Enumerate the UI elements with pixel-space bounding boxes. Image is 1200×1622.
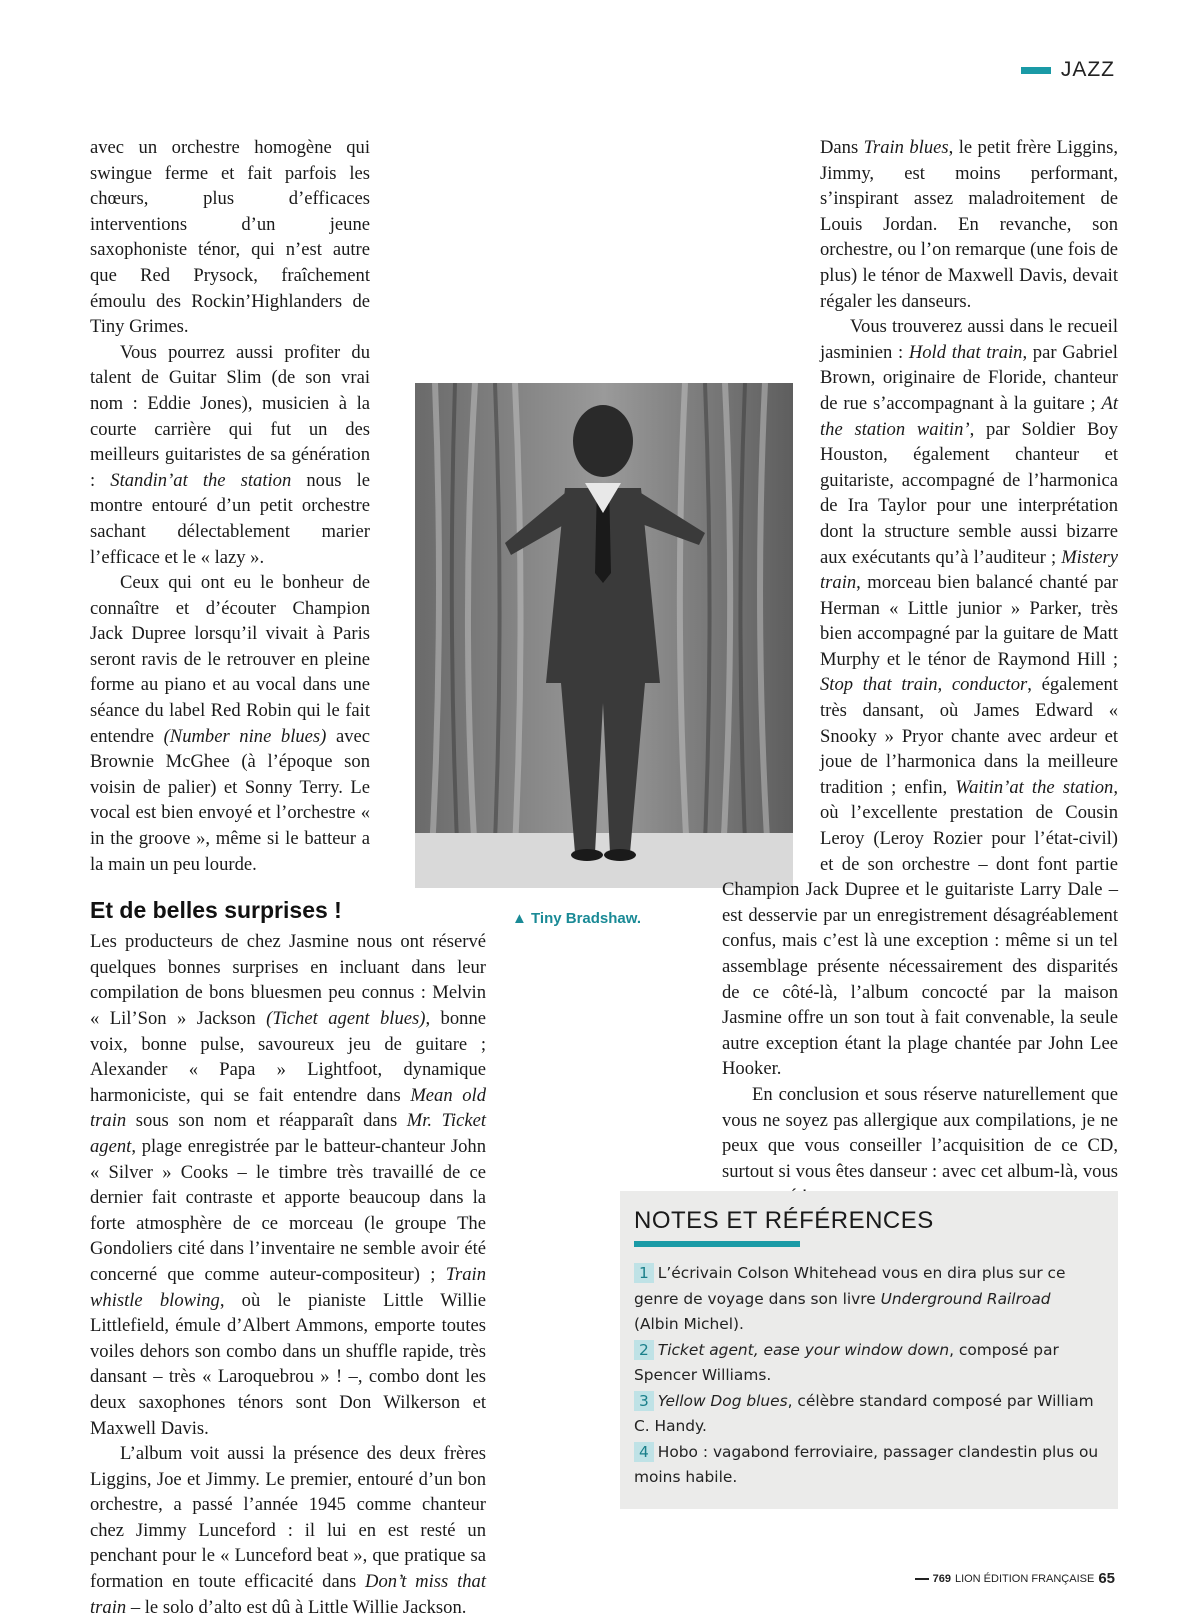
page-footer	[915, 1570, 1115, 1587]
footer-rule	[915, 1578, 929, 1580]
notes-list	[634, 1261, 1099, 1491]
paragraph: Vous pourrez aussi profiter du talent de Guitar Slim (de son vrai nom : Eddie Jones), musicien à la courte carrière qui fut un des meilleurs guitaristes de sa génération : Standin’at the station nous le montre entouré d’un petit orchestre sachant délectablement marier l’efficace et le « lazy ».	[90, 341, 370, 568]
paragraph: L’album voit aussi la présence des deux frères Liggins, Joe et Jimmy. Le premier, entouré d’un bon orchestre, a passé l’année 1945 comme chanteur chez Jimmy Lunceford : il lui en est resté un penchant pour le « Lunceford beat », que pratique sa formation en toute efficacité dans Don’t miss that train – le solo d’alto est dû à Little Willie Jackson.	[90, 1443, 486, 1618]
paragraph: avec un orchestre homogène qui swingue ferme et fait parfois les chœurs, plus d’efficaces interventions d’un jeune saxophoniste ténor, qui n’est autre que Red Prysock, fraîchement émoulu des Rockin’Highlanders de Tiny Grimes.	[90, 137, 370, 338]
section-accent-bar	[1021, 67, 1051, 74]
photo-caption: ▲ Tiny Bradshaw.	[512, 910, 642, 927]
notes-box	[620, 1191, 1118, 1509]
paragraph: Les producteurs de chez Jasmine nous ont réservé quelques bonnes surprises en incluant dans leur compilation de bons bluesmen peu connus : Melvin « Lil’Son » Jackson (Tichet agent blues), bonne voix, bonne pulse, savoureux jeu de guitare ; Alexander « Papa » Lightfoot, dynamique harmoniciste, qui se fait entendre dans Mean old train sous son nom et réapparaît dans Mr. Ticket agent, plage enregistrée par le batteur-chanteur John « Silver » Cooks – le timbre très travaillé de ce dernier fait contraste et apporte beaucoup dans la forte atmosphère de ce morceau (le groupe The Gondoliers cité dans l’inventaire ne semble avoir été concerné que comme auteur-compositeur) ; Train whistle blowing, où le pianiste Little Willie Littlefield, émule d’Albert Ammons, emporte toutes voiles dehors son combo dans un shuffle rapide, très dansant – très « Laroquebrou » ! –, combo dont les deux saxophones ténors sont Don Wilkerson et Maxwell Davis.	[90, 931, 486, 1439]
section-tag	[1021, 58, 1115, 82]
note-item: 3 Yellow Dog blues, célèbre standard composé par William C. Handy.	[634, 1391, 1094, 1435]
note-number: 1	[634, 1263, 654, 1283]
issue-number: 769	[932, 1572, 951, 1585]
float-spacer	[722, 357, 814, 867]
paragraph: Dans Train blues, le petit frère Liggins, Jimmy, est moins performant, s’inspirant assez maladroitement de Louis Jordan. En revanche, son orchestre, ou l’on remarque (une fois de plus) le ténor de Maxwell Davis, devait régaler les danseurs.	[820, 137, 1118, 312]
right-column	[722, 135, 1118, 1210]
paragraph: Vous trouverez aussi dans le recueil jasminien : Hold that train, par Gabriel Brown, originaire de Floride, chanteur de rue s’accompagnant à la guitare ; At the station waitin’, par Soldier Boy Houston, également chanteur et guitariste, accompagné de l’harmonica de Ira Taylor pour une interprétation dont la structure semble aussi bizarre aux exécutants qu’à l’auditeur ; Mistery train, morceau bien balancé chanté par Herman « Little junior » Parker, très bien accompagné par la guitare de Matt Murphy et le ténor de Raymond Hill ; Stop that train, conductor, également très dansant, où James Edward « Snooky » Pryor chante avec ardeur et joue de l’harmonica dans la meilleure tradition ; enfin, Waitin’at the station, où l’excellente prestation de Cousin Leroy (Leroy Rozier pour l’état-civil) et de son orchestre – dont font partie Champion Jack Dupree et le guitariste Larry Dale – est desservie par un enregistrement désagréablement confus, mais c’est là une exception : même si un tel assemblage présente nécessairement des disparités de ce côté-là, l’album concocté par la maison Jasmine offre un son tout à fait convenable, la seule autre exception étant la plage chantée par John Lee Hooker.	[722, 316, 1118, 1080]
publication-name: LION ÉDITION FRANÇAISE	[954, 1572, 1095, 1585]
section-label: JAZZ	[1060, 58, 1115, 81]
notes-accent-rule	[634, 1241, 800, 1247]
paragraph: En conclusion et sous réserve naturellement que vous ne soyez pas allergique aux compilations, je ne peux que vous conseiller l’acquisition de ce CD, surtout si vous êtes danseur : avec cet album-là, vous	[722, 1082, 1118, 1210]
subheading: Et de belles surprises !	[90, 897, 342, 924]
paragraph: Ceux qui ont eu le bonheur de connaître et d’écouter Champion Jack Dupree lorsqu’il vivait à Paris seront ravis de le retrouver en pleine forme au piano et au vocal dans une séance du label Red Robin qui le fait entendre (Number nine blues) avec Brownie McGhee (à l’époque son voisin de palier) et Sonny Terry. Le vocal est bien envoyé et l’orchestre « in the groove », même si le batteur a la main un peu lourde.	[90, 572, 371, 875]
note-number: 3	[634, 1391, 654, 1411]
note-number: 4	[634, 1442, 654, 1462]
note-item: 4 Hobo : vagabond ferroviaire, passager clandestin plus ou moins habile.	[634, 1442, 1099, 1486]
notes-title: NOTES ET RÉFÉRENCES	[634, 1207, 934, 1234]
note-item: 1 L’écrivain Colson Whitehead vous en dira plus sur ce genre de voyage dans son livre Underground Railroad (Albin Michel).	[634, 1264, 1066, 1333]
note-item: 2 Ticket agent, ease your window down, composé par Spencer Williams.	[634, 1340, 1059, 1384]
page-number: 65	[1098, 1570, 1115, 1587]
note-number: 2	[634, 1340, 654, 1360]
